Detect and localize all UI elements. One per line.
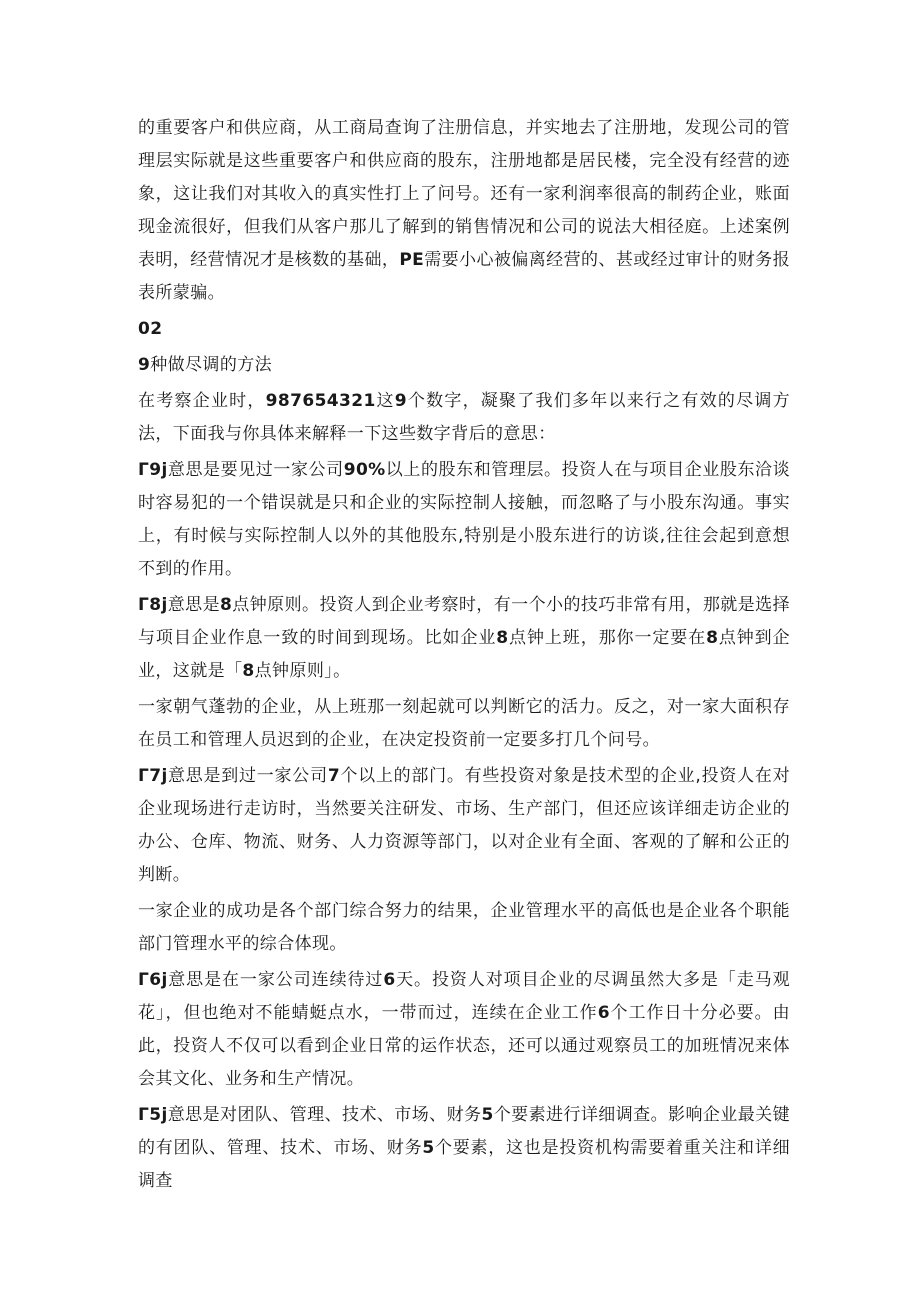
text-run: 点钟到企业，这就是「 (138, 628, 791, 681)
text-run: 意思是 (167, 595, 221, 615)
text-run: 个以上的部门。有些投资对象是技术型的企业,投资人在对企业现场进行走访时，当然要关注研发、市场、生产部门，但还应该详细走访企业的办公、仓库、物流、财务、人力资源等部门，以对企业有全面、客观的了解和公正的判断。 (138, 766, 790, 885)
text-run: 这 (375, 391, 395, 411)
text-run: 以上的股东和管理层。投资人在与项目企业股东洽谈时容易犯的一个错误就是只和企业的实际控制人接触，而忽略了与小股东沟通。事实上，有时候与实际控制人以外的其他股东,特别是小股东进行的访谈,往往会起到意想不到的作用。 (138, 460, 791, 579)
text-run: 种做尽调的方法 (150, 355, 273, 375)
text-run: 点钟原则」。 (254, 661, 351, 681)
text-run: 的重要客户和供应商，从工商局查询了注册信息，并实地去了注册地，发现公司的管理层实际就是这些重要客户和供应商的股东，注册地都是居民楼，完全没有经营的迹象，这让我们对其收入的真实性打上了问号。还有一家利润率很高的制药企业，账面现金流很好，但我们从客户那儿了解到的销售情况和公司的说法大相径庭。上述案例表明，经营情况才是核数的基础， (138, 118, 790, 270)
text-run-bold: 90% (343, 460, 386, 480)
paragraph-intro (138, 385, 790, 451)
text-run: 意思是对团队、管理、技术、市场、财务 (167, 1105, 482, 1125)
text-run: 需要小心被偏离经营的、甚或经过审计的财务报表所蒙骗。 (138, 250, 791, 303)
paragraph-rule-7 (138, 760, 790, 892)
text-run: 意思是在一家公司连续待过 (167, 970, 384, 990)
rule-label: Γ5j (138, 1105, 168, 1125)
paragraph-rule-6 (138, 964, 790, 1096)
paragraph-rule-7-detail (138, 895, 790, 961)
text-run: 一家企业的成功是各个部门综合努力的结果，企业管理水平的高低也是企业各个职能部门管理水平的综合体现。 (138, 901, 790, 954)
text-run-bold: 987654321 (265, 391, 376, 411)
text-run-bold: 9 (138, 355, 151, 375)
text-run-bold: 6 (597, 1003, 610, 1023)
text-run: 在考察企业时， (138, 391, 266, 411)
text-run: 个数字，凝聚了我们多年以来行之有效的尽调方法，下面我与你具体来解释一下这些数字背后的意思： (138, 391, 790, 444)
text-run: 点钟上班，那你一定要在 (508, 628, 707, 648)
text-run-bold: PE (399, 250, 425, 270)
text-run-bold: 5 (422, 1138, 435, 1158)
text-run-bold: 6 (383, 970, 396, 990)
paragraph-rule-8 (138, 589, 790, 688)
rule-label: Γ8j (138, 595, 168, 615)
text-run-bold: 8 (220, 595, 233, 615)
section-title (138, 349, 790, 382)
text-run: 个工作日十分必要。由此，投资人不仅可以看到企业日常的运作状态，还可以通过观察员工的加班情况来体会其文化、业务和生产情况。 (138, 1003, 790, 1089)
paragraph-rule-9 (138, 454, 790, 586)
document-page (138, 112, 790, 1198)
text-run: 个要素进行详细调查。影响企业最关键的有团队、管理、技术、市场、财务 (138, 1105, 790, 1158)
paragraph-rule-8-detail (138, 691, 790, 757)
rule-label: Γ9j (138, 460, 168, 480)
text-run: 一家朝气蓬勃的企业，从上班那一刻起就可以判断它的活力。反之，对一家大面积存在员工和管理人员迟到的企业，在决定投资前一定要多打几个问号。 (138, 697, 790, 750)
text-run-bold: 8 (706, 628, 719, 648)
section-number-text: 02 (138, 319, 163, 339)
text-run: 天。投资人对项目企业的尽调虽然大多是「走马观花」，但也绝对不能蜻蜓点水，一带而过，连续在企业工作 (138, 970, 790, 1023)
text-run-bold: 7 (327, 766, 341, 786)
text-run-bold: 9 (394, 391, 408, 411)
text-run: 意思是要见过一家公司 (167, 460, 344, 480)
text-run: 个要素，这也是投资机构需要着重关注和详细调查 (138, 1138, 790, 1191)
text-run-bold: 8 (496, 628, 509, 648)
text-run-bold: 5 (481, 1105, 494, 1125)
paragraph-case-summary (138, 112, 790, 310)
rule-label: Γ6j (138, 970, 168, 990)
text-run-bold: 8 (242, 661, 255, 681)
section-number (138, 313, 790, 346)
text-run: 意思是到过一家公司 (167, 766, 328, 786)
paragraph-rule-5 (138, 1099, 790, 1198)
text-run: 点钟原则。投资人到企业考察时，有一个小的技巧非常有用，那就是选择与项目企业作息一致的时间到现场。比如企业 (138, 595, 790, 648)
rule-label: Γ7j (138, 766, 168, 786)
